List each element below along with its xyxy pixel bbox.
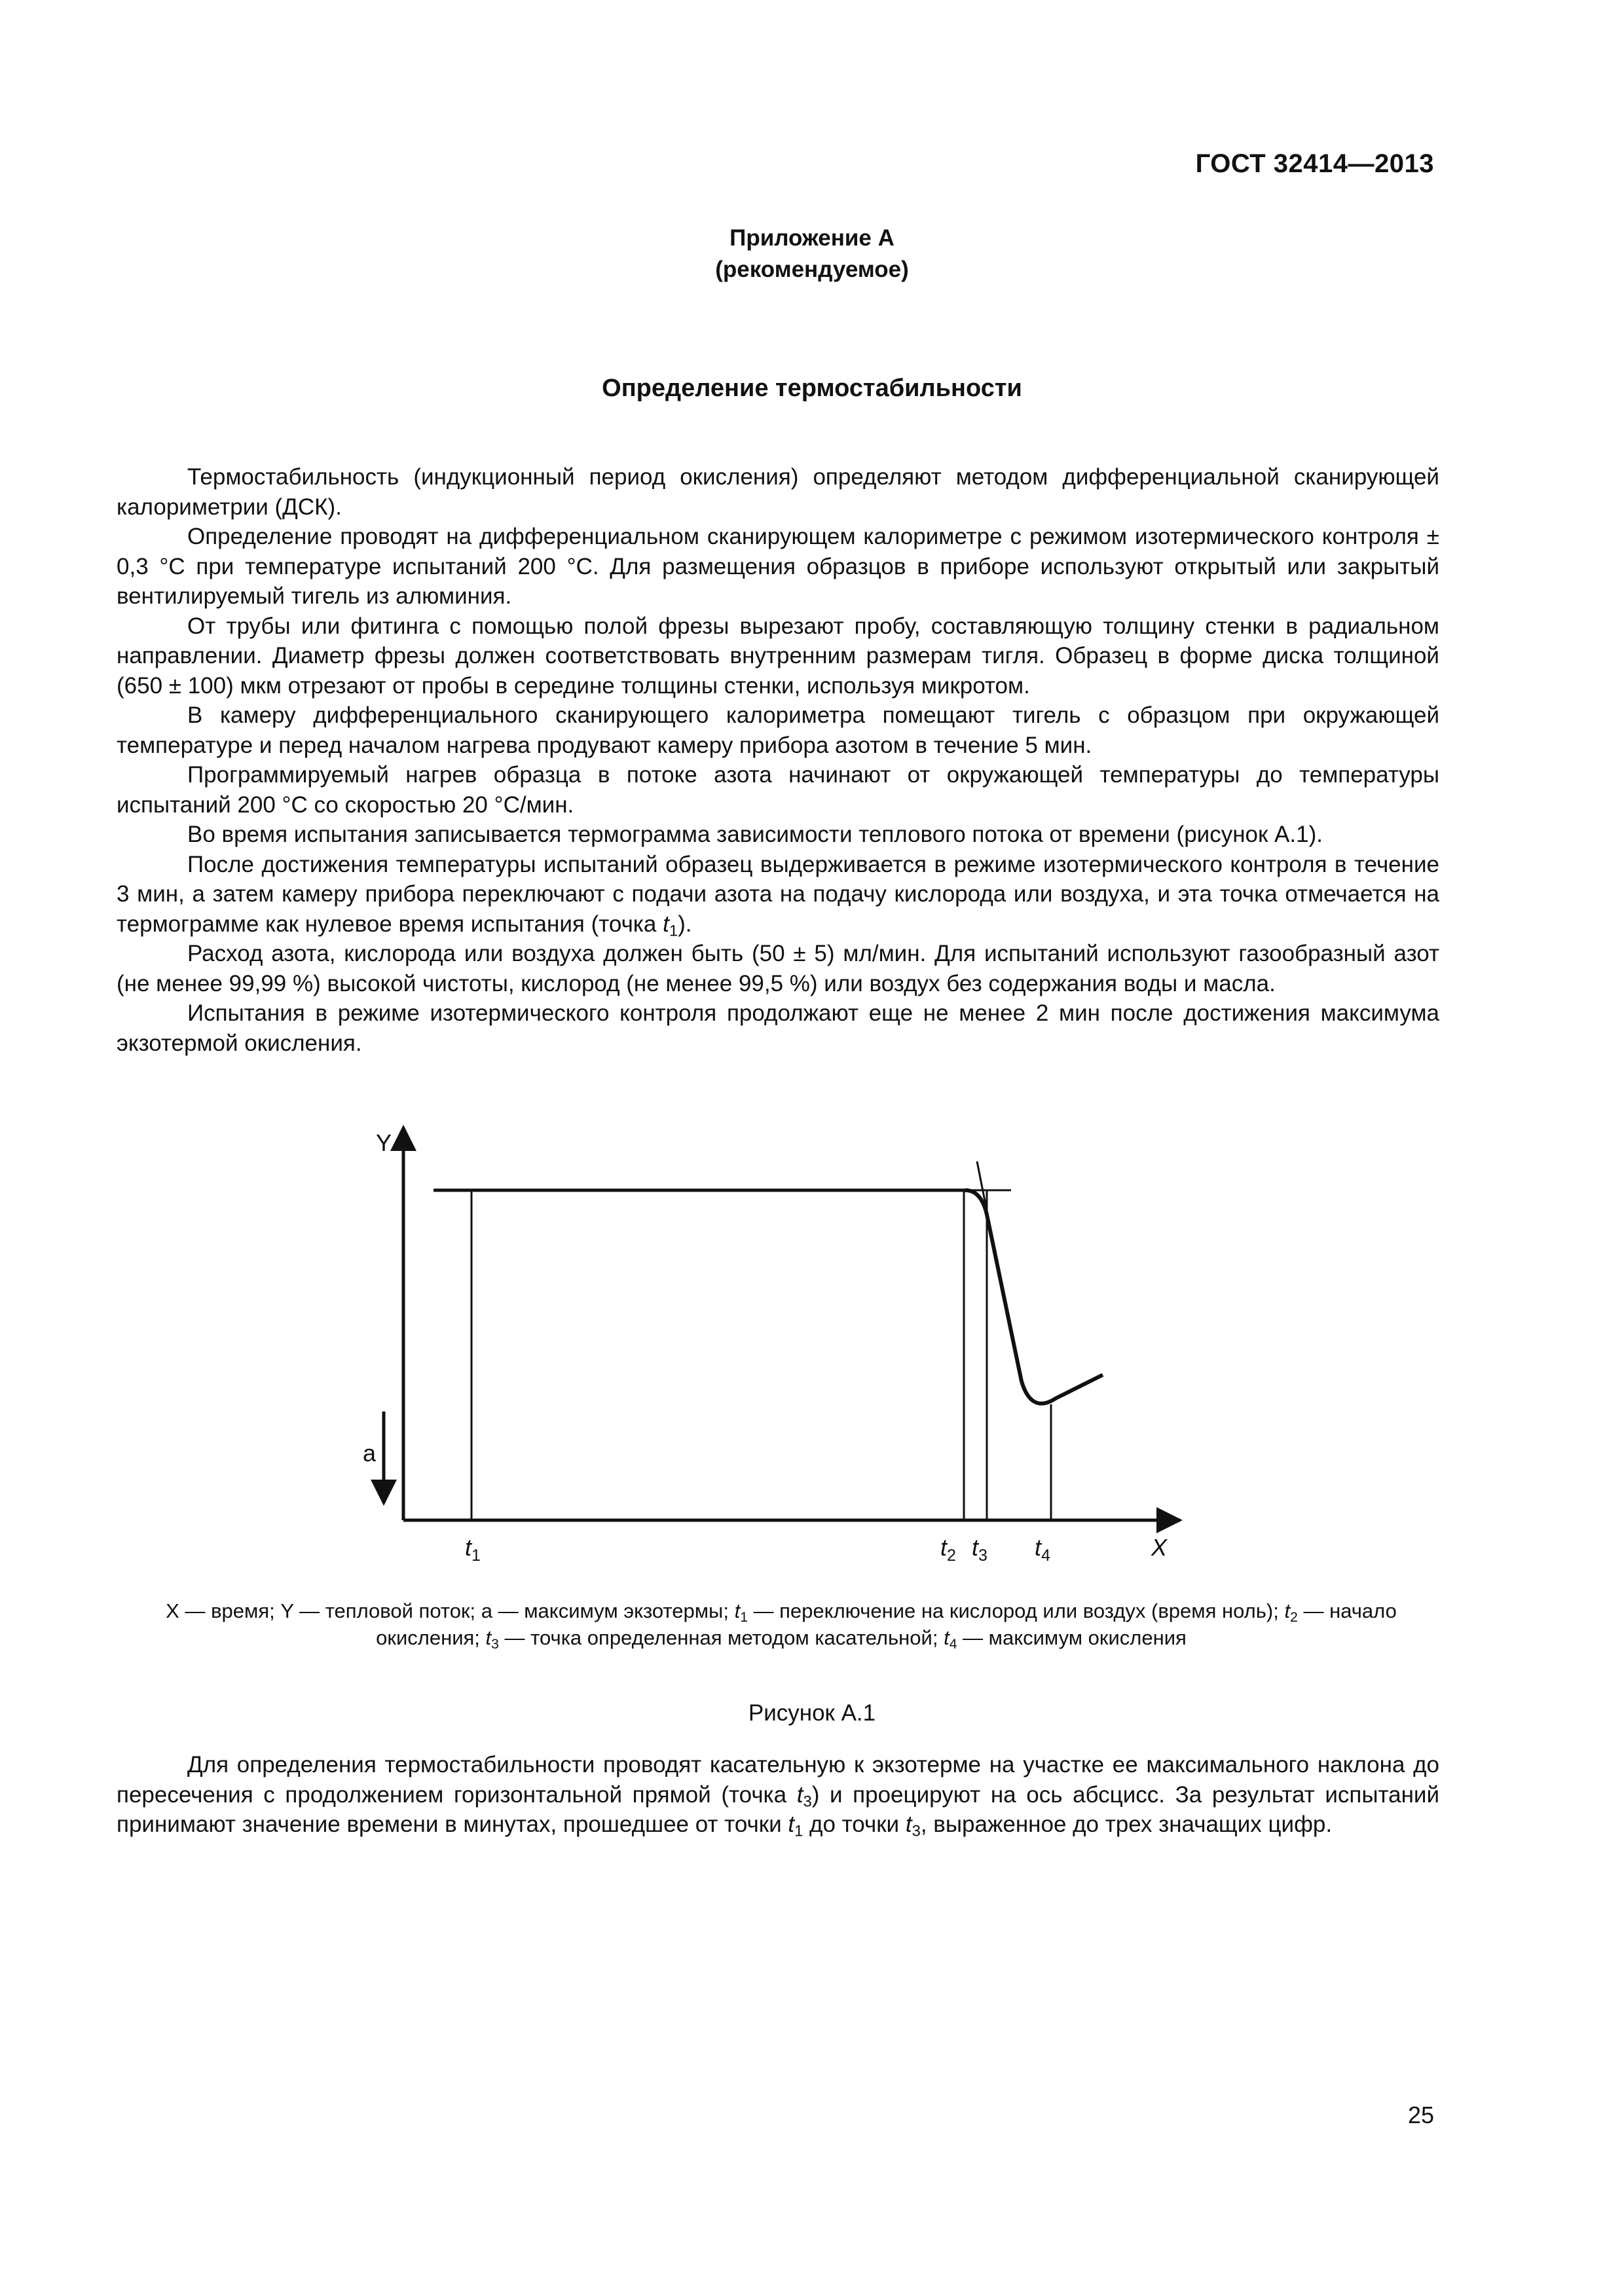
t-symbol: t	[944, 1626, 950, 1649]
appendix-heading	[0, 223, 1624, 285]
subscript: 1	[794, 1822, 803, 1840]
paragraph	[117, 1750, 1439, 1840]
t-symbol: t	[663, 911, 669, 937]
t-symbol: t	[788, 1812, 795, 1837]
legend-text: — переключение на кислород или воздух (время ноль);	[747, 1599, 1285, 1622]
subscript: 1	[669, 922, 678, 940]
t1-label	[465, 1534, 481, 1565]
appendix-status: (рекомендуемое)	[715, 257, 909, 282]
t1-subscript: 1	[471, 1546, 481, 1565]
paragraph: Испытания в режиме изотермического контроля продолжают еще не менее 2 мин после достижения максимума экзотермой окисления.	[117, 1000, 1439, 1056]
t-symbol: t	[1284, 1599, 1291, 1622]
paragraph: Расход азота, кислорода или воздуха должен быть (50 ± 5) мл/мин. Для испытаний используют газообразный азот (не менее 99,99 %) высокой чистоты, кислород (не менее 99,5 %) или воздух без содержания воды и масла.	[117, 941, 1439, 996]
legend-text: — максимум окисления	[957, 1626, 1187, 1649]
paragraph: Во время испытания записывается термограмма зависимости теплового потока от времени (рисунок А.1).	[187, 822, 1323, 847]
document-code: ГОСТ 32414—2013	[1195, 149, 1434, 178]
t3-subscript: 3	[978, 1546, 987, 1565]
paragraph-text: ) и проецируют на ось абсцисс. За результат испытаний принимают значение времени в минутах, прошедшее от точки	[117, 1781, 1440, 1837]
appendix-title: Приложение А	[729, 225, 895, 251]
legend-text: X — время; Y — тепловой поток; a — максимум экзотермы;	[166, 1599, 735, 1622]
paragraph-text: После достижения температуры испытаний образец выдерживается в режиме изотермического контроля в течение 3 мин, а затем камеру прибора переключают с подачи азота на подачу кислорода или воздуха, и эта точка отмечается на термограмме как нулевое время испытания (точка	[117, 851, 1439, 937]
figure-thermogram	[354, 1113, 1205, 1571]
t-symbol: t	[1035, 1534, 1042, 1561]
paragraph: Определение проводят на дифференциальном сканирующем калориметре с режимом изотермического контроля ± 0,3 °С при температуре испытаний 200 °С. Для размещения образцов в приборе используют открытый или закрытый вентилируемый тигель из алюминия.	[117, 524, 1439, 609]
x-axis-label: X	[1151, 1534, 1168, 1561]
paragraph: Программируемый нагрев образца в потоке азота начинают от окружающей температуры до температуры испытаний 200 °С со скоростью 20 °С/мин.	[117, 762, 1439, 818]
t-symbol: t	[465, 1534, 472, 1561]
section-title: Определение термостабильности	[602, 374, 1022, 402]
paragraph-text: , выраженное до трех значащих цифр.	[920, 1812, 1333, 1837]
t-symbol: t	[905, 1812, 912, 1837]
page-number: 25	[1407, 2102, 1434, 2128]
t2-label	[940, 1534, 956, 1565]
paragraph-text: ).	[678, 911, 692, 937]
subscript: 1	[740, 1609, 748, 1625]
subscript: 3	[491, 1636, 499, 1652]
thermogram-diagram	[354, 1113, 1205, 1571]
paragraph: В камеру дифференциального сканирующего калориметра помещают тигель с образцом при окружающей температуре и перед началом нагрева продувают камеру прибора азотом в течение 5 мин.	[117, 702, 1439, 758]
t3-label	[972, 1534, 987, 1565]
subscript: 2	[1290, 1609, 1298, 1625]
t-symbol: t	[796, 1781, 803, 1808]
paragraph-text: Для определения термостабильности проводят касательную к экзотерме на участке ее максимального наклона до пересечения с продолжением горизонтальной прямой (точка	[117, 1752, 1439, 1808]
paragraph: От трубы или фитинга с помощью полой фрезы вырезают пробу, составляющую толщину стенки в радиальном направлении. Диаметр фрезы должен соответствовать внутренним размерам тигля. Образец в форме диска толщиной (650 ± 100) мкм отрезают от пробы в середине толщины стенки, используя микротом.	[117, 613, 1439, 699]
t-symbol: t	[485, 1626, 492, 1649]
t2-subscript: 2	[947, 1546, 956, 1565]
y-axis-label: Y	[376, 1129, 392, 1156]
body-text	[117, 462, 1439, 1058]
t-symbol: t	[972, 1534, 979, 1561]
subscript: 3	[912, 1822, 921, 1840]
paragraph-text: до точки	[803, 1812, 906, 1837]
a-label: a	[363, 1440, 377, 1467]
paragraph: Термостабильность (индукционный период окисления) определяют методом дифференциальной сканирующей калориметрии (ДСК).	[117, 464, 1439, 520]
figure-title: Рисунок А.1	[748, 1700, 876, 1726]
subscript: 4	[949, 1636, 957, 1652]
figure-legend	[117, 1597, 1446, 1651]
legend-text: — точка определенная методом касательной;	[498, 1626, 944, 1649]
paragraph	[117, 850, 1439, 939]
subscript: 3	[803, 1793, 812, 1811]
t4-subscript: 4	[1041, 1546, 1050, 1565]
t4-label	[1035, 1534, 1050, 1565]
conclusion-text	[117, 1750, 1439, 1840]
t-symbol: t	[734, 1599, 741, 1622]
legend-text: — начало окисления;	[376, 1599, 1397, 1649]
t-symbol: t	[940, 1534, 948, 1561]
